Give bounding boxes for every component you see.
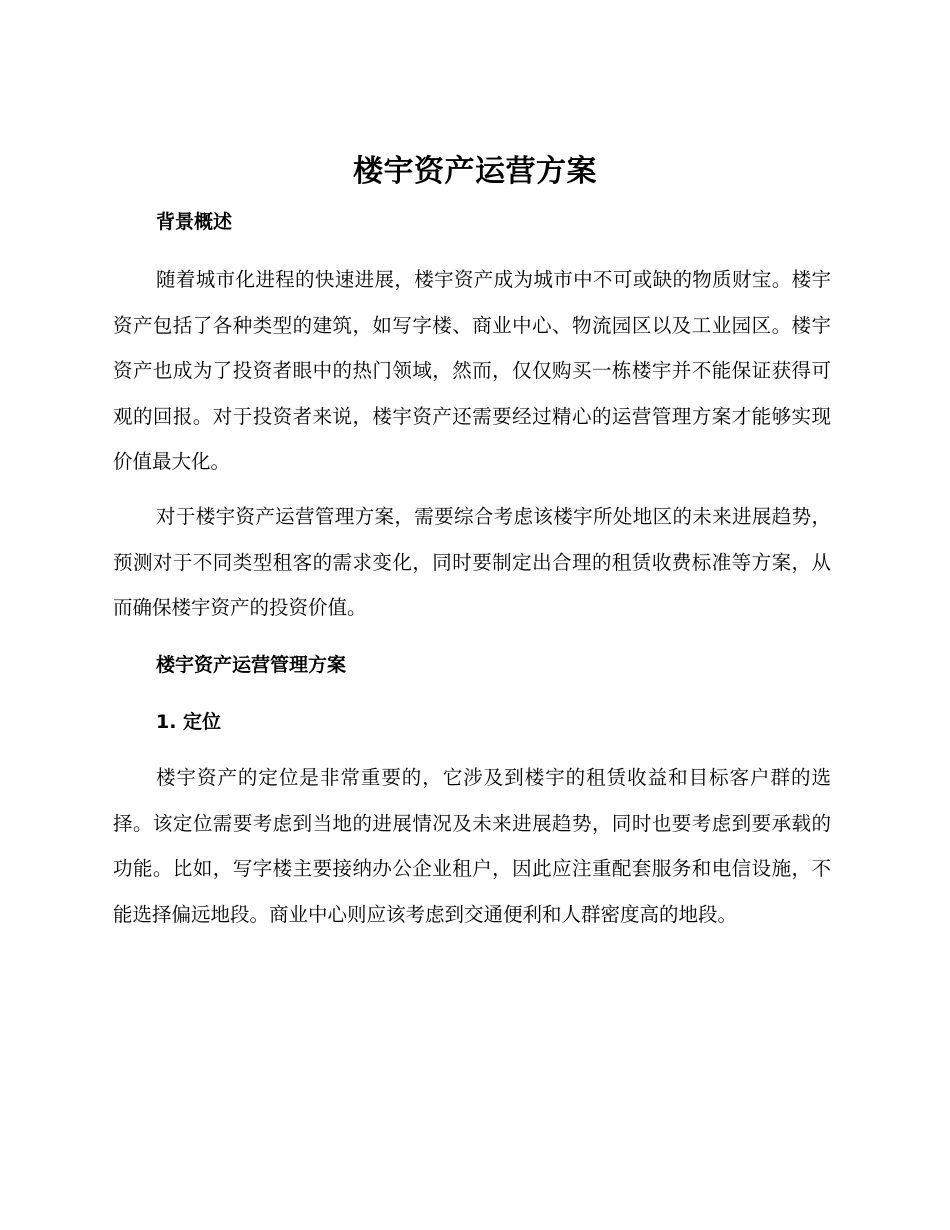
section-heading-background: 背景概述 bbox=[156, 211, 233, 233]
subheading-positioning: 1. 定位 bbox=[156, 711, 222, 733]
section-heading-management-plan: 楼宇资产运营管理方案 bbox=[156, 654, 347, 676]
paragraph-background-1: 随着城市化进程的快速进展，楼宇资产成为城市中不可或缺的物质财宝。楼宇资产包括了各种类型的建筑，如写字楼、商业中心、物流园区以及工业园区。楼宇资产也成为了投资者眼中的热门领域，然而，仅仅购买一栋楼宇并不能保证获得可观的回报。对于投资者来说，楼宇资产还需要经过精心的运营管理方案才能够实现价值最大化。 bbox=[113, 268, 831, 473]
paragraph-positioning: 楼宇资产的定位是非常重要的，它涉及到楼宇的租赁收益和目标客户群的选择。该定位需要考虑到当地的进展情况及未来进展趋势，同时也要考虑到要承载的功能。比如，写字楼主要接纳办公企业租户，因此应注重配套服务和电信设施，不能选择偏远地段。商业中心则应该考虑到交通便利和人群密度高的地段。 bbox=[113, 766, 831, 926]
paragraph-background-2: 对于楼宇资产运营管理方案，需要综合考虑该楼宇所处地区的未来进展趋势，预测对于不同类型租客的需求变化，同时要制定出合理的租赁收费标准等方案，从而确保楼宇资产的投资价值。 bbox=[113, 505, 831, 619]
document-title: 楼宇资产运营方案 bbox=[353, 154, 597, 189]
